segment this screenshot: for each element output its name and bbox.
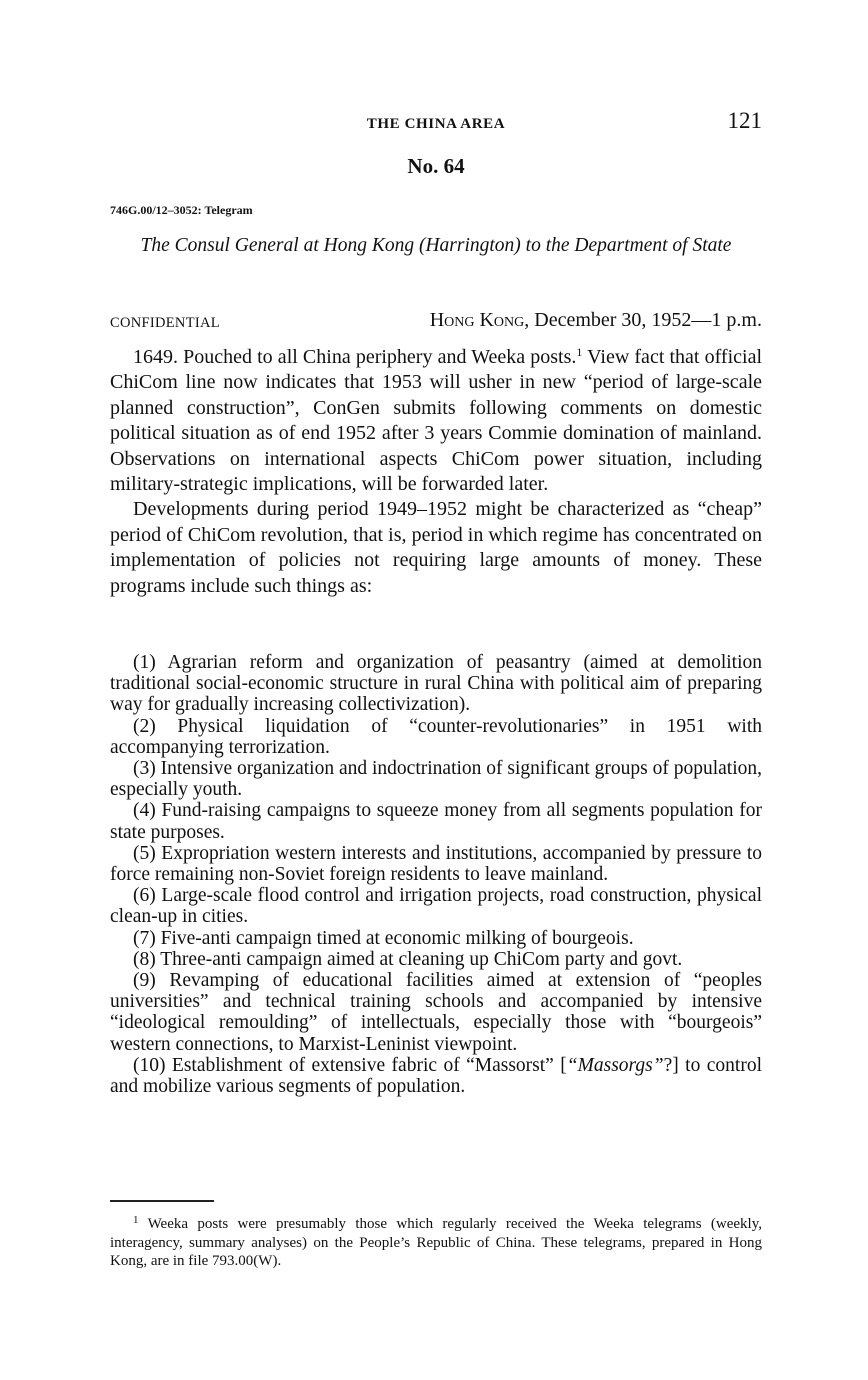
program-item: (3) Intensive organization and indoctrination of significant groups of population, especially youth. xyxy=(110,758,762,801)
document-title: The Consul General at Hong Kong (Harrington) to the Department of State xyxy=(140,235,732,256)
document-page xyxy=(110,0,762,1380)
program-item: (2) Physical liquidation of “counter-revolutionaries” in 1951 with accompanying terrorization. xyxy=(110,715,762,758)
footnote xyxy=(110,1211,762,1271)
paragraph-text: 1649. Pouched to all China periphery and Weeka posts. xyxy=(133,346,577,368)
body-paragraph xyxy=(110,340,762,497)
program-text: (10) Establishment of extensive fabric of “Massorst” [ xyxy=(133,1054,567,1076)
footnote-marker: 1 xyxy=(133,1214,139,1226)
program-list xyxy=(110,652,762,1097)
body-paragraph: Developments during period 1949–1952 might be characterized as “cheap” period of ChiCom revolution, that is, period in which regime has concentrated on implementation of policies not requiring large amounts of money. These programs include such things as: xyxy=(110,498,762,597)
dateline-row xyxy=(110,309,762,335)
file-reference: 746G.00/12–3052: Telegram xyxy=(110,203,253,217)
program-item: (6) Large-scale flood control and irrigation projects, road construction, physical clean-up in cities. xyxy=(110,885,762,928)
document-number: No. 64 xyxy=(407,154,465,178)
program-italic-text: “Massorgs” xyxy=(566,1054,664,1076)
telegram-body xyxy=(110,340,762,599)
footnote-divider xyxy=(110,1200,214,1202)
program-item: (4) Fund-raising campaigns to squeeze money from all segments population for state purposes. xyxy=(110,800,762,843)
program-item xyxy=(110,1055,762,1097)
paragraph-text: View fact that official ChiCom line now indicates that 1953 will usher in new “period of large-scale planned construction”, ConGen submits following comments on domestic political situation as of end 1952 after 3 years Commie domination of mainland. Observations on international aspects ChiCom power situation, including military-strategic implications, will be forwarded later. xyxy=(110,346,762,496)
dateline xyxy=(430,309,762,332)
program-item: (5) Expropriation western interests and institutions, accompanied by pressure to force remaining non-Soviet foreign residents to leave mainland. xyxy=(110,842,762,886)
program-item: (9) Revamping of educational facilities aimed at extension of “peoples universities” and technical training schools and accompanied by intensive “ideological remoulding” of intellectuals, especially those with “bourgeois” western connections, to Marxist-Leninist viewpoint. xyxy=(110,970,762,1055)
dateline-date: , December 30, 1952—1 p.m. xyxy=(524,309,762,331)
program-item: (8) Three-anti campaign aimed at cleaning up ChiCom party and govt. xyxy=(133,948,683,970)
program-text: ?] to control and mobilize various segments of population. xyxy=(110,1054,762,1098)
page-header xyxy=(110,108,762,138)
footnote-reference: 1 xyxy=(576,345,583,359)
footnote-paragraph xyxy=(110,1211,762,1271)
program-item: (7) Five-anti campaign timed at economic milking of bourgeois. xyxy=(133,927,634,949)
dateline-place: Hong Kong xyxy=(429,309,525,331)
running-head: THE CHINA AREA xyxy=(366,116,506,132)
classification-label: CONFIDENTIAL xyxy=(110,315,220,331)
page-number: 121 xyxy=(727,108,762,133)
program-item: (1) Agrarian reform and organization of peasantry (aimed at demolition traditional social-economic structure in rural China with political aim of preparing way for gradually increasing collectivization). xyxy=(110,652,762,716)
footnote-text: Weeka posts were presumably those which regularly received the Weeka telegrams (weekly, interagency, summary analyses) on the People’s Republic of China. These telegrams, prepared in Hong Kong, are in file 793.00(W). xyxy=(110,1216,762,1269)
